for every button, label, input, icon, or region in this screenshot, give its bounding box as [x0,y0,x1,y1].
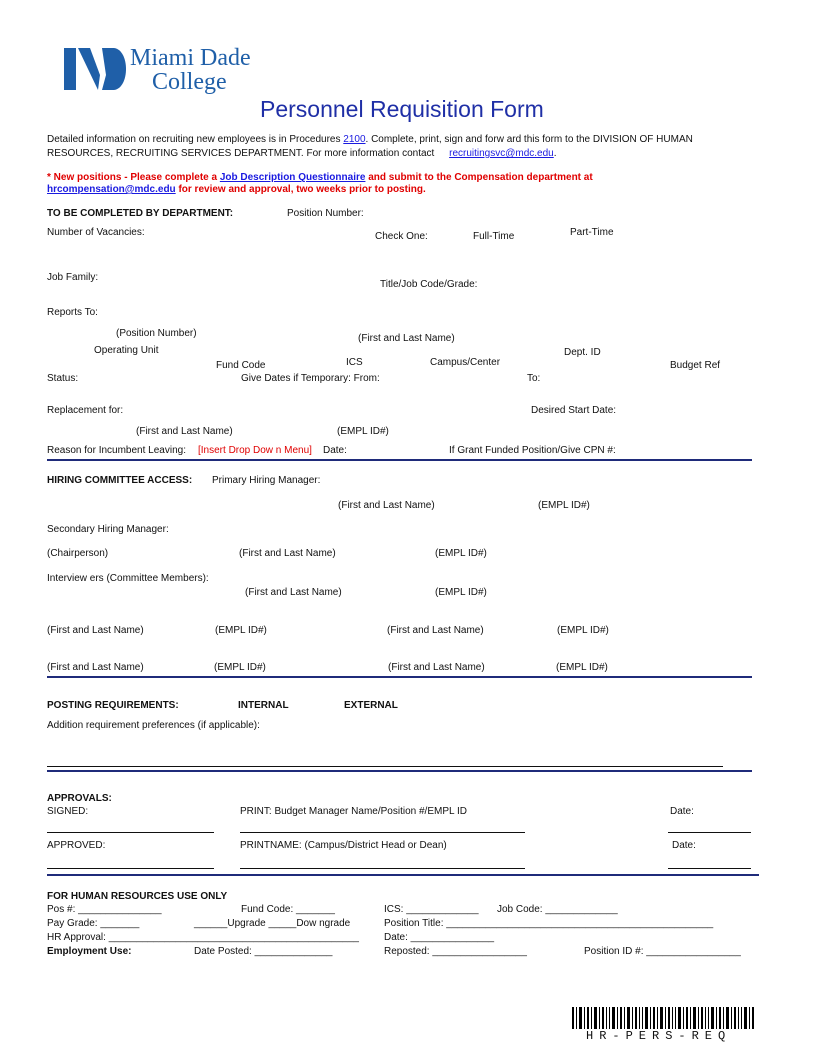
compensation-email-link[interactable]: hrcompensation@mdc.edu [47,184,176,195]
job-description-link[interactable]: Job Description Questionnaire [219,172,366,183]
interviewer-5-empl: (EMPL ID#) [556,662,608,673]
interviewer-5-name: (First and Last Name) [388,662,485,673]
additional-requirements-line[interactable] [47,766,723,767]
budget-manager-line[interactable] [240,832,525,833]
chairperson-label: (Chairperson) [47,548,109,559]
intro-line-2: RESOURCES, RECRUITING SERVICES DEPARTMENT. For more information contact recruitingsvc@mdc.edu. [47,148,557,159]
hr-date-field[interactable]: Date: _______________ [384,932,495,943]
interviewer-4-empl: (EMPL ID#) [214,662,266,673]
hr-date-posted-field[interactable]: Date Posted: ______________ [194,946,333,957]
college-logo-icon [60,45,130,93]
vacancies-label: Number of Vacancies: [47,227,145,238]
barcode-icon [572,1007,754,1029]
additional-requirements-label: Addition requirement preferences (if applicable): [47,720,260,731]
reason-leaving-label: Reason for Incumbent Leaving: [47,445,186,456]
section-divider [47,770,752,772]
recruiting-email-link[interactable]: recruitingsvc@mdc.edu [449,148,554,159]
status-label: Status: [47,373,79,384]
ics-label: ICS [346,357,363,368]
section-divider [47,459,752,461]
hr-pos-field[interactable]: Pos #: _______________ [47,904,162,915]
part-time-option[interactable]: Part-Time [570,227,614,238]
hr-upgrade-downgrade-field[interactable]: ______Upgrade _____Dow ngrade [194,918,351,929]
interviewer-2-name: (First and Last Name) [47,625,144,636]
primary-manager-label: Primary Hiring Manager: [212,475,321,486]
approvals-heading: APPROVALS: [47,793,112,804]
leaving-date-label: Date: [323,445,347,456]
hr-heading: FOR HUMAN RESOURCES USE ONLY [47,891,228,902]
dept-id-label: Dept. ID [564,347,601,358]
hr-employment-use-label: Employment Use: [47,946,132,957]
notice-line-1: * New positions - Please complete a Job Description Questionnaire and submit to the Compensation department at [47,172,593,183]
reports-to-label: Reports To: [47,307,98,318]
job-family-label: Job Family: [47,272,99,283]
hr-reposted-field[interactable]: Reposted: _________________ [384,946,527,957]
hr-pay-grade-field[interactable]: Pay Grade: _______ [47,918,140,929]
reports-position-number-label: (Position Number) [116,328,197,339]
hr-approval-field[interactable]: HR Approval: _____________________________________________ [47,932,359,943]
hr-fund-code-field[interactable]: Fund Code: _______ [241,904,335,915]
interviewer-3-empl: (EMPL ID#) [557,625,609,636]
position-number-label: Position Number: [287,208,364,219]
full-time-option[interactable]: Full-Time [473,231,515,242]
chair-name-label: (First and Last Name) [239,548,336,559]
hr-position-id-field[interactable]: Position ID #: _________________ [584,946,741,957]
hr-ics-field[interactable]: ICS: _____________ [384,904,479,915]
barcode-label: HR-PERS-REQ [586,1029,732,1043]
interviewer-3-name: (First and Last Name) [387,625,484,636]
primary-empl-label: (EMPL ID#) [538,500,590,511]
operating-unit-label: Operating Unit [94,345,159,356]
printname-label: PRINTNAME: (Campus/District Head or Dean) [240,840,447,851]
posting-heading: POSTING REQUIREMENTS: [47,700,179,711]
section-divider [47,676,752,678]
internal-option[interactable]: INTERNAL [238,700,289,711]
title-code-label: Title/Job Code/Grade: [380,279,478,290]
dept-heading: TO BE COMPLETED BY DEPARTMENT: [47,208,234,219]
to-date-label: To: [527,373,541,384]
reports-name-label: (First and Last Name) [358,333,455,344]
campus-head-line[interactable] [240,868,525,869]
replacement-label: Replacement for: [47,405,124,416]
grant-cpn-label: If Grant Funded Position/Give CPN #: [449,445,616,456]
desired-start-label: Desired Start Date: [531,405,617,416]
print-budget-label: PRINT: Budget Manager Name/Position #/EMPL ID [240,806,467,817]
temporary-dates-label: Give Dates if Temporary: From: [241,373,380,384]
check-one-label: Check One: [375,231,428,242]
procedures-link[interactable]: 2100 [343,134,366,145]
form-title: Personnel Requisition Form [260,96,544,122]
hr-position-title-field[interactable]: Position Title: ________________________________________________ [384,918,714,929]
signed-date-line[interactable] [668,832,751,833]
budget-ref-label: Budget Ref [670,360,721,371]
secondary-manager-label: Secondary Hiring Manager: [47,524,169,535]
approved-label: APPROVED: [47,840,106,851]
hiring-heading: HIRING COMMITTEE ACCESS: [47,475,193,486]
notice-line-2: hrcompensation@mdc.edu for review and approval, two weeks prior to posting. [47,184,426,195]
approved-date-label: Date: [672,840,696,851]
reason-dropdown[interactable]: [Insert Drop Dow n Menu] [198,445,312,456]
signed-label: SIGNED: [47,806,89,817]
campus-center-label: Campus/Center [430,357,501,368]
replacement-empl-label: (EMPL ID#) [337,426,389,437]
logo-text-line2: College [152,69,227,95]
approved-signature-line[interactable] [47,868,214,869]
section-divider [47,874,759,876]
logo-text-line1: Miami Dade [130,45,251,71]
hr-job-code-field[interactable]: Job Code: _____________ [497,904,618,915]
approved-date-line[interactable] [668,868,751,869]
primary-name-label: (First and Last Name) [338,500,435,511]
college-logo [60,45,260,97]
chair-empl-label: (EMPL ID#) [435,548,487,559]
external-option[interactable]: EXTERNAL [344,700,398,711]
interviewer-4-name: (First and Last Name) [47,662,144,673]
interviewer-1-empl: (EMPL ID#) [435,587,487,598]
fund-code-label: Fund Code [216,360,266,371]
interviewer-1-name: (First and Last Name) [245,587,342,598]
signed-signature-line[interactable] [47,832,214,833]
replacement-name-label: (First and Last Name) [136,426,233,437]
signed-date-label: Date: [670,806,694,817]
interviewer-2-empl: (EMPL ID#) [215,625,267,636]
barcode [572,1007,754,1047]
intro-line-1: Detailed information on recruiting new employees is in Procedures 2100. Complete, print, sign and forw ard this form to the DIVISION OF HUMAN [47,134,693,145]
interviewers-label: Interview ers (Committee Members): [47,573,209,584]
